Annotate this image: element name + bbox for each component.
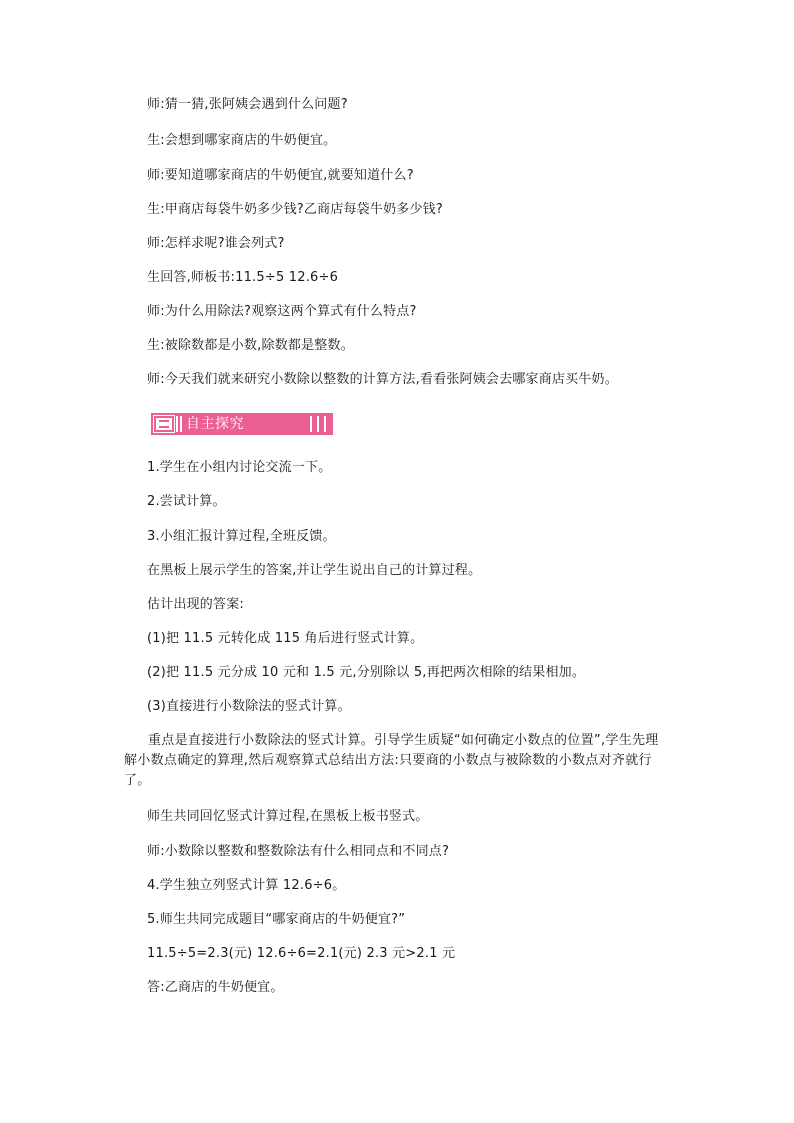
dialogue-line: 师:为什么用除法?观察这两个算式有什么特点? — [147, 304, 417, 319]
banner-stripe — [324, 416, 326, 432]
dialogue-line: 师:怎样求呢?谁会列式? — [147, 236, 285, 251]
dialogue-line: 师:要知道哪家商店的牛奶便宜,就要知道什么? — [147, 168, 414, 183]
banner-divider — [180, 416, 182, 432]
step-line: 师生共同回忆竖式计算过程,在黑板上板书竖式。 — [147, 809, 429, 824]
answer-line: (3)直接进行小数除法的竖式计算。 — [147, 699, 351, 714]
answer-line: (2)把 11.5 元分成 10 元和 1.5 元,分别除以 5,再把两次相除的结果相加。 — [147, 665, 586, 680]
dialogue-line: 生:被除数都是小数,除数都是整数。 — [147, 338, 354, 353]
equation-line: 11.5÷5=2.3(元) 12.6÷6=2.1(元) 2.3 元>2.1 元 — [147, 946, 456, 961]
dialogue-line: 生:甲商店每袋牛奶多少钱?乙商店每袋牛奶多少钱? — [147, 202, 443, 217]
step-line: 在黑板上展示学生的答案,并让学生说出自己的计算过程。 — [147, 563, 482, 578]
banner-stripe — [310, 416, 312, 432]
dialogue-line: 师:猜一猜,张阿姨会遇到什么问题? — [147, 97, 348, 112]
dialogue-line: 生:会想到哪家商店的牛奶便宜。 — [147, 133, 337, 148]
section-number-icon — [154, 416, 174, 432]
step-line: 1.学生在小组内讨论交流一下。 — [147, 460, 332, 475]
dialogue-line: 师:小数除以整数和整数除法有什么相同点和不同点? — [147, 844, 450, 859]
step-line: 估计出现的答案: — [147, 597, 244, 612]
step-line: 4.学生独立列竖式计算 12.6÷6。 — [147, 878, 346, 893]
answer-line: 答:乙商店的牛奶便宜。 — [147, 980, 284, 995]
step-line: 3.小组汇报计算过程,全班反馈。 — [147, 529, 336, 544]
step-line: 5.师生共同完成题目“哪家商店的牛奶便宜?” — [147, 912, 406, 927]
banner-stripe — [317, 416, 319, 432]
section-title: 自主探究 — [186, 416, 244, 432]
key-point-paragraph: 重点是直接进行小数除法的竖式计算。引导学生质疑“如何确定小数点的位置”,学生先理解小数点确定的算理,然后观察算式总结出方法:只要商的小数点与被除数的小数点对齐就行了。 — [124, 733, 659, 788]
dialogue-line: 师:今天我们就来研究小数除以整数的计算方法,看看张阿姨会去哪家商店买牛奶。 — [147, 372, 618, 387]
section-banner — [151, 413, 333, 435]
dialogue-line: 生回答,师板书:11.5÷5 12.6÷6 — [147, 270, 339, 285]
answer-line: (1)把 11.5 元转化成 115 角后进行竖式计算。 — [147, 631, 424, 646]
banner-divider — [176, 416, 178, 432]
step-line: 2.尝试计算。 — [147, 494, 226, 509]
